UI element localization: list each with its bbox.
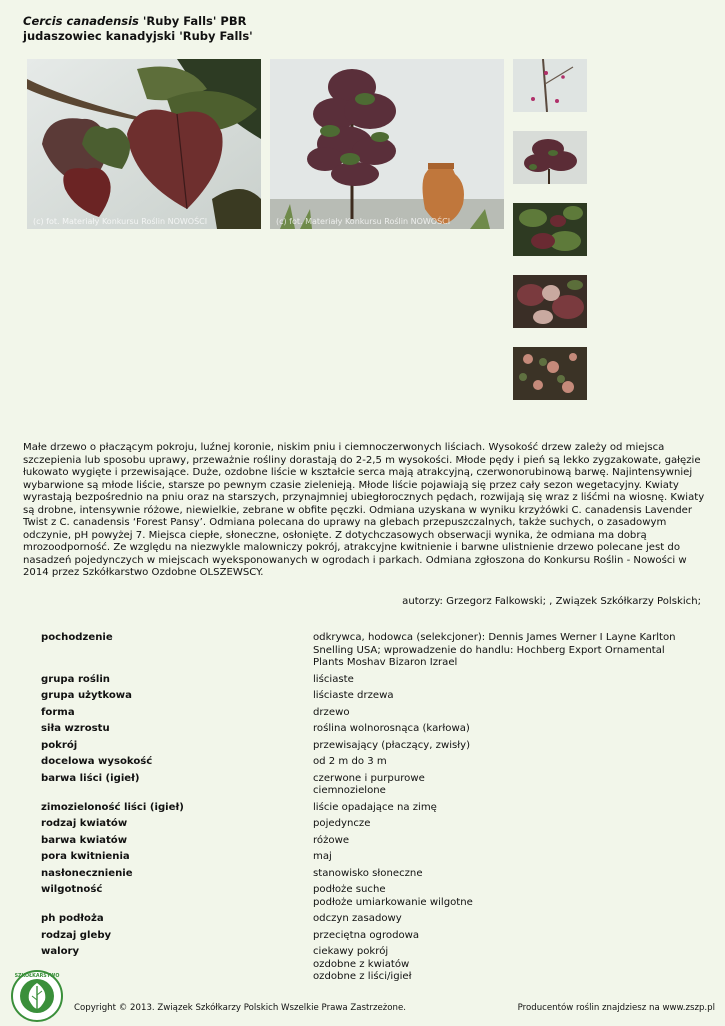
property-value [313,913,681,930]
logo-text: SZKÓŁKARSTWO [14,974,60,980]
property-row [41,930,681,947]
property-value-line: czerwone i purpurowe [313,772,425,784]
property-value-line: liściaste drzewa [313,690,394,701]
property-key: pokrój [41,739,78,751]
property-value-line: podłoże suche [313,884,386,895]
leaf-logo-icon [11,970,63,1022]
property-value [313,723,681,740]
property-key: grupa użytkowa [41,690,132,701]
zszp-logo[interactable] [11,970,63,1022]
property-row [41,674,681,691]
latin-name: Cercis canadensis [23,14,139,28]
property-row [41,723,681,740]
property-value-line: ozdobne z kwiatów [313,958,410,970]
property-row [41,946,681,988]
property-key: pora kwitnienia [41,851,130,862]
thumbnail-4[interactable] [513,275,587,328]
property-key: docelowa wysokość [41,756,153,767]
property-value-line: podłoże umiarkowanie wilgotne [313,896,473,908]
properties-table [41,632,681,988]
property-key: zimozieloność liści (igieł) [41,801,184,813]
footer-copyright: Copyright © 2013. Związek Szkółkarzy Polskich Wszelkie Prawa Zastrzeżone. [74,1003,406,1013]
property-key: wilgotność [41,884,103,895]
property-row [41,632,681,674]
thumbnail-5[interactable] [513,347,587,400]
photo-watermark: (c) fot. Materiały Konkursu Roślin NOWOŚCI [33,217,208,226]
thumbnail-2[interactable] [513,131,587,184]
property-value-line: odczyn zasadowy [313,913,402,924]
property-value [313,802,681,819]
thumbnail-3[interactable] [513,203,587,256]
thumbnail-foliage-image [513,203,587,256]
photo-tree[interactable] [270,59,504,229]
property-row [41,851,681,868]
property-value [313,851,681,868]
authors: autorzy: Grzegorz Falkowski; , Związek Szkółkarzy Polskich; [402,596,701,607]
property-value-line: różowe [313,834,350,846]
property-value-line: przewisający (płaczący, zwisły) [313,739,471,751]
property-value-line: liściaste [313,673,354,685]
property-key: forma [41,706,75,718]
property-key: pochodzenie [41,632,113,643]
leaves-illustration [27,59,261,229]
page-title [23,14,253,44]
property-row [41,802,681,819]
property-value [313,930,681,947]
property-value [313,632,681,674]
property-value [313,818,681,835]
property-row [41,818,681,835]
property-value-line: liście opadające na zimę [313,801,437,813]
property-row [41,868,681,885]
property-key: barwa kwiatów [41,834,128,846]
thumbnail-leaves-image [513,275,587,328]
property-value-line: od 2 m do 3 m [313,756,387,767]
property-value [313,674,681,691]
property-key: rodzaj kwiatów [41,818,128,829]
property-row [41,913,681,930]
property-value-line: roślina wolnorosnąca (karłowa) [313,723,470,734]
property-row [41,707,681,724]
property-value [313,946,681,988]
property-value-line: pojedyncze [313,818,371,829]
tree-illustration [270,59,504,229]
photo-leaves[interactable] [27,59,261,229]
photo-watermark: (c) fot. Materiały Konkursu Roślin NOWOŚCI [276,217,451,226]
property-value [313,756,681,773]
property-value-line: stanowisko słoneczne [313,867,423,879]
property-row [41,773,681,802]
property-key: rodzaj gleby [41,929,112,941]
property-row [41,756,681,773]
property-row [41,740,681,757]
thumbnail-tree-image [513,131,587,184]
property-value [313,740,681,757]
cultivar-name: 'Ruby Falls' PBR [138,14,247,28]
property-key: siła wzrostu [41,723,110,734]
property-key: grupa roślin [41,673,110,685]
property-value [313,868,681,885]
property-key: barwa liści (igieł) [41,772,140,784]
property-value-line: ozdobne z liści/igieł [313,971,412,982]
property-value [313,690,681,707]
thumbnail-1[interactable] [513,59,587,112]
property-value [313,835,681,852]
property-value-line: maj [313,851,332,862]
plant-description: Małe drzewo o płaczącym pokroju, luźnej koronie, niskim pniu i ciemnoczerwonych liściach. Wysokość drzew zależy od miejsca szczepienia lub sposobu uprawy, przeważnie rośliny dorastają do 2-2,5 m wysokości. Młode pędy i pień są lekko zygzakowate, gałęzie łukowato wygięte i przewisające. Duże, ozdobne liście w kształcie serca mają atrakcyjną, czerwonorubinową barwę. Najintensywniej wybarwione są młode liście, starsze po pewnym czasie zielenieją. Młode liście pojawiają się przez cały sezon wegetacyjny. Kwiaty wyrastają bezpośrednio na pniu oraz na starszych, przynajmniej ubiegłorocznych pędach, rozwijają się wraz z liśćmi na wiosnę. Kwiaty są drobne, intensywnie różowe, niewielkie, zebrane w obfite pęczki. Odmiana uzyskana w wyniku krzyżówki C. canadensis Lavender Twist z C. canadensis ‘Forest Pansy’. Odmiana polecana do uprawy na glebach przepuszczalnych, także suchych, o zasadowym odczynie, pH powyżej 7. Miejsca ciepłe, słoneczne, osłonięte. Z dotychczasowych obserwacji wynika, że odmiana ma dobrą mrozoodporność. Ze względu na niezwykle malowniczy pokrój, atrakcyjne kwitnienie i barwne ulistnienie drzewo polecane jest do nasadzeń pojedynczych w miejscach wyeksponowanych w ogrodach i parkach. Odmiana zgłoszona do Konkursu Roślin - Nowości w 2014 przez Szkółkarstwo Ozdobne OLSZEWSCY. [23,442,705,578]
property-value-line: ciekawy pokrój [313,946,389,957]
property-row [41,690,681,707]
property-value [313,773,681,802]
property-value-line: przeciętna ogrodowa [313,929,420,941]
thumbnail-flowers-image [513,347,587,400]
property-row [41,884,681,913]
polish-name: judaszowiec kanadyjski 'Ruby Falls' [23,29,253,43]
property-key: ph podłoża [41,913,104,924]
property-value-line: odkrywca, hodowca (selekcjoner): Dennis James Werner I Layne Karlton Snelling USA; wprowadzenie do handlu: Hochberg Export Ornamental Plants Moshav Bizaron Izrael [313,632,676,668]
property-value-line: ciemnozielone [313,785,386,796]
property-key: nasłonecznienie [41,867,133,879]
property-row [41,835,681,852]
property-value [313,884,681,913]
property-value [313,707,681,724]
property-key: walory [41,946,80,957]
property-value-line: drzewo [313,706,350,718]
thumbnail-branch-image [513,59,587,112]
footer-producers-link[interactable]: Producentów roślin znajdziesz na www.zszp.pl [517,1003,715,1013]
